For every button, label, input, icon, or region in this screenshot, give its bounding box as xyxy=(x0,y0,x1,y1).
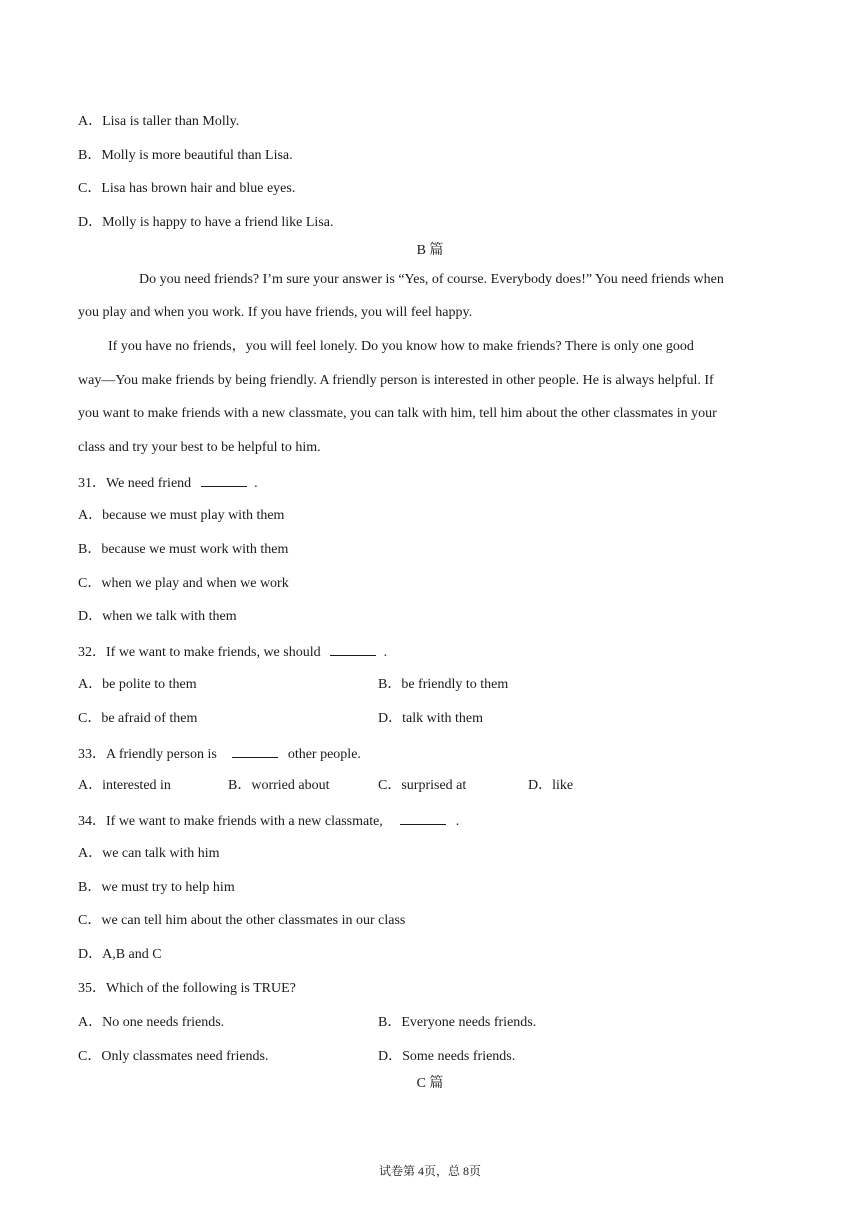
question-34-stem: 34．If we want to make friends with a new classmate, . xyxy=(78,810,459,832)
option-a: A．Lisa is taller than Molly. xyxy=(78,114,240,129)
question-31-option-c[interactable]: C．when we play and when we work xyxy=(78,576,289,591)
question-34-option-b[interactable]: B．we must try to help him xyxy=(78,880,235,895)
question-32-option-b[interactable]: B．be friendly to them xyxy=(378,677,509,692)
passage-line: you play and when you work. If you have friends, you will feel happy. xyxy=(78,305,473,320)
question-35-option-a[interactable]: A．No one needs friends. xyxy=(78,1015,225,1030)
question-32-option-d[interactable]: D．talk with them xyxy=(378,711,483,726)
question-33-option-d[interactable]: D．like xyxy=(528,778,574,793)
question-35-option-c[interactable]: C．Only classmates need friends. xyxy=(78,1049,269,1064)
question-33-option-b[interactable]: B．worried about xyxy=(228,778,330,793)
section-c-title: C 篇 xyxy=(416,1076,444,1091)
option-d: D．Molly is happy to have a friend like Lisa. xyxy=(78,215,334,230)
question-35-stem: 35．Which of the following is TRUE? xyxy=(78,981,296,996)
question-35-option-d[interactable]: D．Some needs friends. xyxy=(378,1049,516,1064)
answer-blank[interactable] xyxy=(232,743,278,758)
question-34-option-c[interactable]: C．we can tell him about the other classmates in our class xyxy=(78,913,406,928)
question-34-option-d[interactable]: D．A,B and C xyxy=(78,947,162,962)
passage-line: way—You make friends by being friendly. A friendly person is interested in other people. He is always helpful. If xyxy=(78,373,714,388)
question-32-stem: 32．If we want to make friends, we should . xyxy=(78,641,387,663)
passage-line: If you have no friends，you will feel lonely. Do you know how to make friends? There is only one good xyxy=(108,339,694,354)
section-b-title: B 篇 xyxy=(416,243,444,258)
page-footer: 试卷第 4页，总 8页 xyxy=(378,1164,481,1178)
option-c: C．Lisa has brown hair and blue eyes. xyxy=(78,181,296,196)
question-31-option-b[interactable]: B．because we must work with them xyxy=(78,542,289,557)
passage-line: Do you need friends? I’m sure your answer is “Yes, of course. Everybody does!” You need friends when xyxy=(139,272,724,287)
passage-line: you want to make friends with a new classmate, you can talk with him, tell him about the other classmates in your xyxy=(78,406,717,421)
answer-blank[interactable] xyxy=(330,641,376,656)
question-33-stem: 33．A friendly person is other people. xyxy=(78,743,361,765)
question-35-option-b[interactable]: B．Everyone needs friends. xyxy=(378,1015,537,1030)
answer-blank[interactable] xyxy=(201,472,247,487)
question-31-option-d[interactable]: D．when we talk with them xyxy=(78,609,237,624)
option-b: B．Molly is more beautiful than Lisa. xyxy=(78,148,293,163)
passage-line: class and try your best to be helpful to him. xyxy=(78,440,321,455)
question-32-option-c[interactable]: C．be afraid of them xyxy=(78,711,198,726)
question-31-stem: 31．We need friend . xyxy=(78,472,258,494)
answer-blank[interactable] xyxy=(400,810,446,825)
question-32-option-a[interactable]: A．be polite to them xyxy=(78,677,197,692)
question-34-option-a[interactable]: A．we can talk with him xyxy=(78,846,220,861)
question-33-option-c[interactable]: C．surprised at xyxy=(378,778,467,793)
question-31-option-a[interactable]: A．because we must play with them xyxy=(78,508,285,523)
question-33-option-a[interactable]: A．interested in xyxy=(78,778,171,793)
